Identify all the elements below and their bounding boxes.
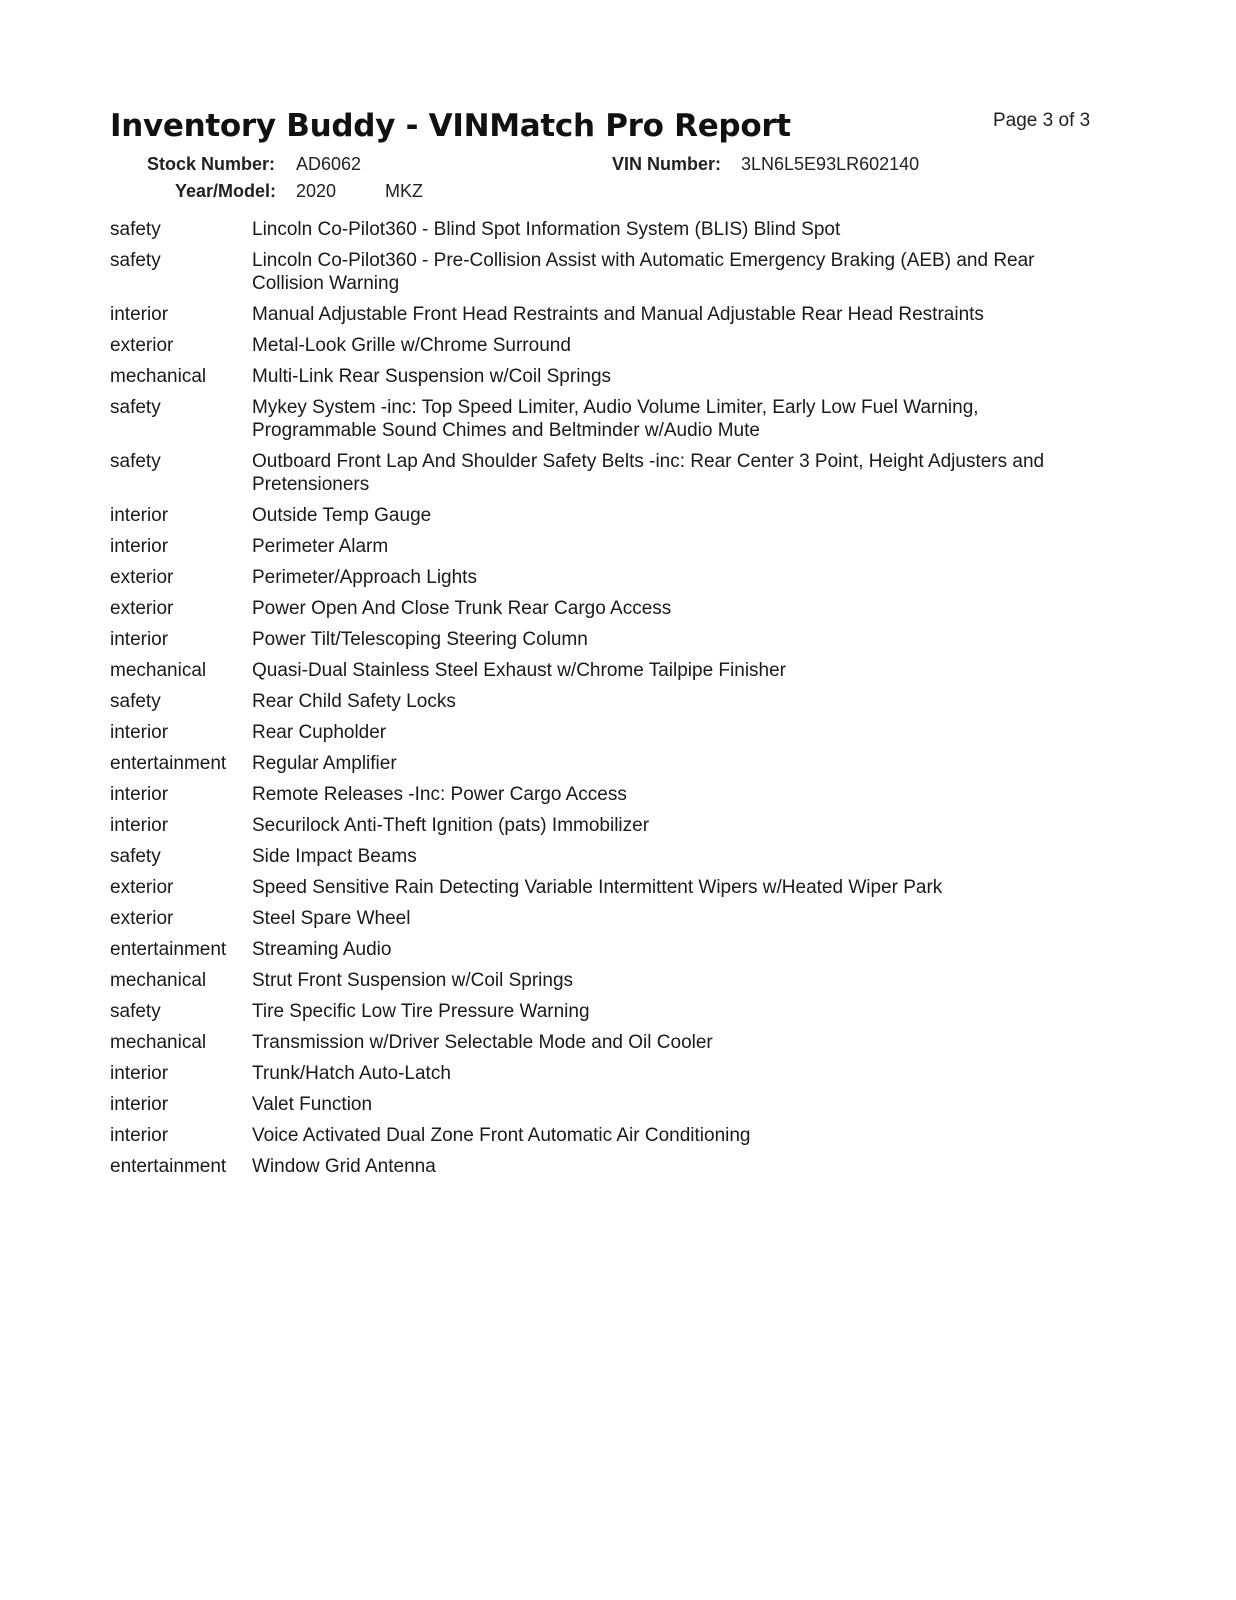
feature-description: Strut Front Suspension w/Coil Springs bbox=[252, 970, 574, 991]
feature-description: Valet Function bbox=[252, 1094, 373, 1115]
feature-description: Lincoln Co-Pilot360 - Pre-Collision Assist with Automatic Emergency Braking (AEB) and Rear Collision Warning bbox=[252, 250, 1035, 294]
feature-category: interior bbox=[110, 815, 169, 836]
feature-row bbox=[110, 876, 1110, 899]
feature-category: mechanical bbox=[110, 970, 207, 991]
stock-number-value: AD6062 bbox=[296, 154, 362, 174]
feature-row bbox=[110, 303, 1110, 326]
feature-description: Securilock Anti-Theft Ignition (pats) Immobilizer bbox=[252, 815, 650, 836]
feature-category: safety bbox=[110, 691, 161, 712]
feature-category: safety bbox=[110, 451, 161, 472]
feature-row bbox=[110, 1093, 1110, 1116]
feature-category: mechanical bbox=[110, 1032, 207, 1053]
feature-description: Trunk/Hatch Auto-Latch bbox=[252, 1063, 451, 1084]
model-value: MKZ bbox=[385, 181, 423, 201]
feature-description: Rear Cupholder bbox=[252, 722, 387, 743]
feature-category: entertainment bbox=[110, 753, 227, 774]
feature-row bbox=[110, 814, 1110, 837]
feature-row bbox=[110, 1031, 1110, 1054]
feature-category: exterior bbox=[110, 567, 174, 588]
feature-row bbox=[110, 535, 1110, 558]
feature-description: Outboard Front Lap And Shoulder Safety Belts -inc: Rear Center 3 Point, Height Adjusters and Pretensioners bbox=[252, 451, 1045, 495]
report-title: Inventory Buddy - VINMatch Pro Report bbox=[110, 108, 791, 144]
feature-description: Streaming Audio bbox=[252, 939, 392, 960]
feature-description: Manual Adjustable Front Head Restraints and Manual Adjustable Rear Head Restraints bbox=[252, 304, 984, 325]
feature-description: Perimeter/Approach Lights bbox=[252, 567, 477, 588]
feature-category: safety bbox=[110, 250, 161, 271]
feature-row bbox=[110, 450, 1110, 496]
feature-description: Speed Sensitive Rain Detecting Variable Intermittent Wipers w/Heated Wiper Park bbox=[252, 877, 943, 898]
year-value: 2020 bbox=[296, 181, 337, 201]
feature-category: safety bbox=[110, 219, 161, 240]
feature-row bbox=[110, 783, 1110, 806]
feature-category: safety bbox=[110, 397, 161, 418]
feature-row bbox=[110, 1155, 1110, 1178]
feature-description: Quasi-Dual Stainless Steel Exhaust w/Chrome Tailpipe Finisher bbox=[252, 660, 787, 681]
feature-category: interior bbox=[110, 1125, 169, 1146]
feature-description: Steel Spare Wheel bbox=[252, 908, 411, 929]
feature-row bbox=[110, 907, 1110, 930]
feature-description: Power Open And Close Trunk Rear Cargo Access bbox=[252, 598, 672, 619]
feature-category: exterior bbox=[110, 598, 174, 619]
feature-row bbox=[110, 845, 1110, 868]
vin-number-label: VIN Number: bbox=[612, 154, 722, 174]
feature-description: Power Tilt/Telescoping Steering Column bbox=[252, 629, 588, 650]
feature-category: interior bbox=[110, 505, 169, 526]
feature-description: Outside Temp Gauge bbox=[252, 505, 432, 526]
feature-row bbox=[110, 721, 1110, 744]
feature-category: interior bbox=[110, 784, 169, 805]
feature-description: Regular Amplifier bbox=[252, 753, 397, 774]
feature-category: safety bbox=[110, 1001, 161, 1022]
feature-list bbox=[110, 218, 1110, 1186]
feature-category: interior bbox=[110, 304, 169, 325]
feature-category: entertainment bbox=[110, 1156, 227, 1177]
feature-category: interior bbox=[110, 722, 169, 743]
vin-number-value: 3LN6L5E93LR602140 bbox=[741, 154, 920, 174]
feature-row bbox=[110, 218, 1110, 241]
feature-description: Lincoln Co-Pilot360 - Blind Spot Information System (BLIS) Blind Spot bbox=[252, 219, 841, 240]
feature-row bbox=[110, 334, 1110, 357]
feature-description: Remote Releases -Inc: Power Cargo Access bbox=[252, 784, 627, 805]
feature-category: interior bbox=[110, 1063, 169, 1084]
feature-row bbox=[110, 659, 1110, 682]
feature-category: exterior bbox=[110, 877, 174, 898]
feature-category: mechanical bbox=[110, 366, 207, 387]
feature-category: exterior bbox=[110, 335, 174, 356]
feature-description: Voice Activated Dual Zone Front Automatic Air Conditioning bbox=[252, 1125, 751, 1146]
feature-category: mechanical bbox=[110, 660, 207, 681]
feature-row bbox=[110, 752, 1110, 775]
feature-row bbox=[110, 1062, 1110, 1085]
feature-description: Transmission w/Driver Selectable Mode and Oil Cooler bbox=[252, 1032, 713, 1053]
feature-description: Multi-Link Rear Suspension w/Coil Springs bbox=[252, 366, 612, 387]
year-model-label: Year/Model: bbox=[175, 181, 277, 201]
feature-category: interior bbox=[110, 1094, 169, 1115]
feature-row bbox=[110, 969, 1110, 992]
feature-row bbox=[110, 365, 1110, 388]
feature-row bbox=[110, 566, 1110, 589]
feature-description: Rear Child Safety Locks bbox=[252, 691, 456, 712]
feature-category: interior bbox=[110, 536, 169, 557]
feature-category: exterior bbox=[110, 908, 174, 929]
feature-row bbox=[110, 504, 1110, 527]
feature-description: Mykey System -inc: Top Speed Limiter, Audio Volume Limiter, Early Low Fuel Warning, Programmable Sound Chimes and Beltminder w/Audio Mute bbox=[252, 397, 979, 441]
feature-row bbox=[110, 249, 1110, 295]
feature-row bbox=[110, 396, 1110, 442]
feature-description: Perimeter Alarm bbox=[252, 536, 389, 557]
feature-row bbox=[110, 597, 1110, 620]
feature-row bbox=[110, 628, 1110, 651]
feature-row bbox=[110, 1124, 1110, 1147]
page-number: Page 3 of 3 bbox=[993, 110, 1091, 131]
feature-row bbox=[110, 1000, 1110, 1023]
feature-category: safety bbox=[110, 846, 161, 867]
feature-description: Side Impact Beams bbox=[252, 846, 417, 867]
feature-category: interior bbox=[110, 629, 169, 650]
feature-category: entertainment bbox=[110, 939, 227, 960]
feature-description: Metal-Look Grille w/Chrome Surround bbox=[252, 335, 571, 356]
stock-number-label: Stock Number: bbox=[147, 154, 276, 174]
feature-description: Tire Specific Low Tire Pressure Warning bbox=[252, 1001, 590, 1022]
feature-row bbox=[110, 938, 1110, 961]
feature-row bbox=[110, 690, 1110, 713]
feature-description: Window Grid Antenna bbox=[252, 1156, 436, 1177]
